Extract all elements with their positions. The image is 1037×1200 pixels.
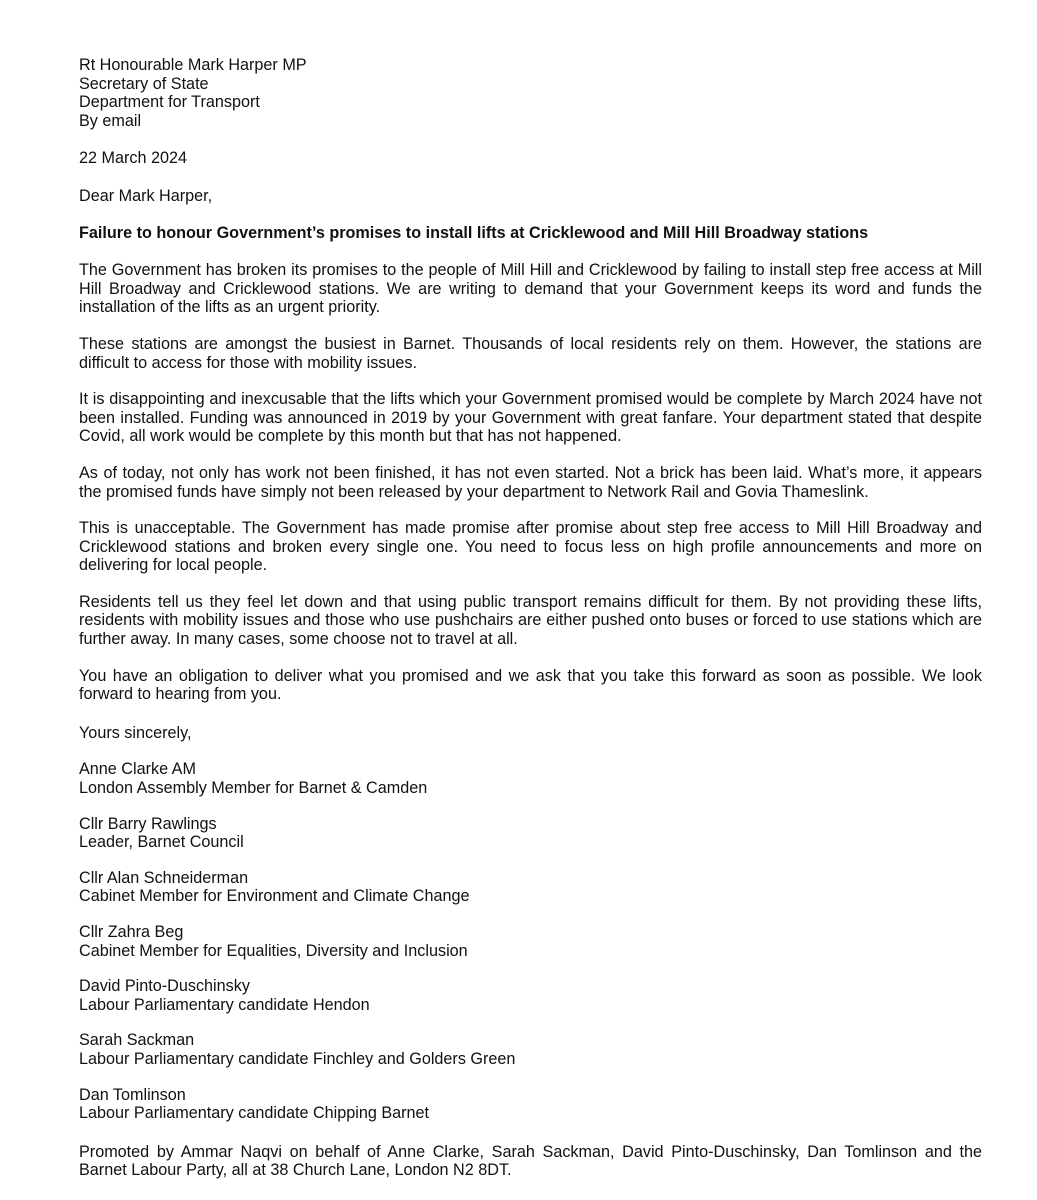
- body-paragraph: These stations are amongst the busiest in Barnet. Thousands of local residents rely on them. However, the stations are difficult to access for those with mobility issues.: [79, 334, 982, 372]
- body-paragraph: Residents tell us they feel let down and that using public transport remains difficult for them. By not providing these lifts, residents with mobility issues and those who use pushchairs are either pushed onto buses or forced to use stations which are further away. In many cases, some choose not to travel at all.: [79, 592, 982, 649]
- body-paragraph: You have an obligation to deliver what you promised and we ask that you take this forward as soon as possible. We look forward to hearing from you.: [79, 666, 982, 704]
- signatory: [79, 977, 982, 1014]
- body-paragraph: It is disappointing and inexcusable that the lifts which your Government promised would be complete by March 2024 have not been installed. Funding was announced in 2019 by your Government with great fanfare. Your department stated that despite Covid, all work would be complete by this month but that has not happened.: [79, 390, 982, 446]
- signatory: [79, 869, 982, 906]
- signatory-role: Cabinet Member for Environment and Climate Change: [79, 887, 470, 906]
- signatory: [79, 1031, 982, 1068]
- signatory-name: Cllr Alan Schneiderman: [79, 868, 249, 887]
- body-paragraph: The Government has broken its promises to the people of Mill Hill and Cricklewood by failing to install step free access at Mill Hill Broadway and Cricklewood stations. We are writing to demand that your Government keeps its word and funds the installation of the lifts as an urgent priority.: [79, 261, 982, 317]
- letter: [79, 56, 982, 1196]
- signatory-name: Sarah Sackman: [79, 1031, 195, 1050]
- signatory: [79, 1086, 982, 1123]
- signatory-role: Labour Parliamentary candidate Hendon: [79, 995, 370, 1014]
- recipient-title: Secretary of State: [79, 74, 209, 93]
- signatory-name: David Pinto-Duschinsky: [79, 977, 250, 996]
- signatory-role: Labour Parliamentary candidate Finchley and Golders Green: [79, 1049, 516, 1068]
- delivery-method: By email: [79, 111, 142, 130]
- letter-date: 22 March 2024: [79, 149, 187, 168]
- signatory: [79, 815, 982, 852]
- closing: Yours sincerely,: [79, 723, 192, 742]
- body-paragraph: This is unacceptable. The Government has made promise after promise about step free access to Mill Hill Broadway and Cricklewood stations and broken every single one. You need to focus less on high profile announcements and more on delivering for local people.: [79, 519, 982, 575]
- body-paragraph: As of today, not only has work not been finished, it has not even started. Not a brick has been laid. What’s more, it appears the promised funds have simply not been released by your department to Network Rail and Govia Thameslink.: [79, 463, 982, 501]
- signatory-name: Dan Tomlinson: [79, 1085, 186, 1104]
- recipient-address: [79, 56, 982, 130]
- signatory-role: Cabinet Member for Equalities, Diversity and Inclusion: [79, 941, 468, 960]
- recipient-department: Department for Transport: [79, 93, 260, 112]
- signatory: [79, 923, 982, 960]
- signatory: [79, 760, 982, 797]
- signatory-name: Cllr Barry Rawlings: [79, 814, 217, 833]
- imprint-footer: Promoted by Ammar Naqvi on behalf of Anne Clarke, Sarah Sackman, David Pinto-Duschinsky, Dan Tomlinson and the Barnet Labour Party, all at 38 Church Lane, London N2 8DT.: [79, 1142, 982, 1180]
- signatory-name: Anne Clarke AM: [79, 760, 196, 779]
- salutation: Dear Mark Harper,: [79, 186, 213, 205]
- recipient-name: Rt Honourable Mark Harper MP: [79, 56, 307, 74]
- signatory-role: Labour Parliamentary candidate Chipping Barnet: [79, 1104, 430, 1123]
- subject-line: Failure to honour Government’s promises to install lifts at Cricklewood and Mill Hill Broadway stations: [79, 223, 869, 242]
- signatory-name: Cllr Zahra Beg: [79, 923, 184, 941]
- signatory-role: London Assembly Member for Barnet & Camden: [79, 779, 428, 798]
- signatory-role: Leader, Barnet Council: [79, 833, 244, 852]
